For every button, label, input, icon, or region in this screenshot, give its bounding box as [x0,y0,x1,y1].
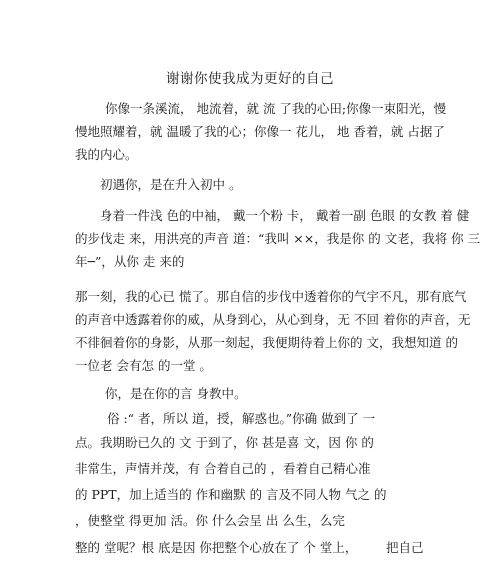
paragraph-line: 非常生，声情并茂，有 合着自己的 ，看着自己精心准 [75,461,371,476]
paragraph-line: 初遇你，是在升入初中 。 [100,177,242,192]
document-title: 谢谢你使我成为更好的自己 [166,71,334,87]
paragraph-line: 的步伐走 来，用洪亮的声音 道：“我叫 ××，我是你 的 文老，我将 你 三 [75,231,481,246]
paragraph-line: 点。我期盼已久的 文 于到了，你 甚是喜 文，因 你 的 [75,435,374,450]
paragraph-line: 俗 :“ 者，所以 道，授，解惑也。”你确 做到了 一 [107,411,376,426]
paragraph-line: 你，是在你的言 身教中。 [105,386,247,401]
paragraph-line: ，使整堂 得更加 活。你 什么会呈 出 么生，么完 [75,513,345,528]
paragraph-line: 我的内心。 [75,147,138,162]
paragraph-line: 把自己 [386,540,424,555]
paragraph-line: 整的 堂呢？根 底是因 你把整个心放在了 个 堂上， [75,540,358,555]
paragraph-line: 那一刻，我的心已 慌了。那自信的步伐中透着你的气宇不凡，那有底气 [75,289,467,304]
paragraph-line: 一位老 会有怎 的一堂 。 [75,358,212,373]
paragraph-line: 慢地照耀着，就 温暖了我的心；你像一 花儿， 地 香着，就 占据了 [75,124,445,139]
paragraph-line: 年─”，从你 走 来的 [75,254,185,269]
paragraph-line: 你像一条溪流， 地流着，就 流 了我的心田;你像一束阳光，慢 [105,101,447,116]
paragraph-line: 的声音中透露着你的威，从身到心，从心到身，无 不回 着你的声音，无 [75,312,471,327]
paragraph-line: 身着一件浅 色的中袖， 戴一个粉 卡， 戴着一副 色眼 的女教 着 健 [100,208,470,223]
paragraph-line: 不徘徊着你的身影，从那一刻起，我便期待着上你的 文，我想知道 的 [75,335,458,350]
paragraph-line: 的 PPT，加上适当的 作和幽默 的 言及不同人物 气之 的 [75,487,387,502]
